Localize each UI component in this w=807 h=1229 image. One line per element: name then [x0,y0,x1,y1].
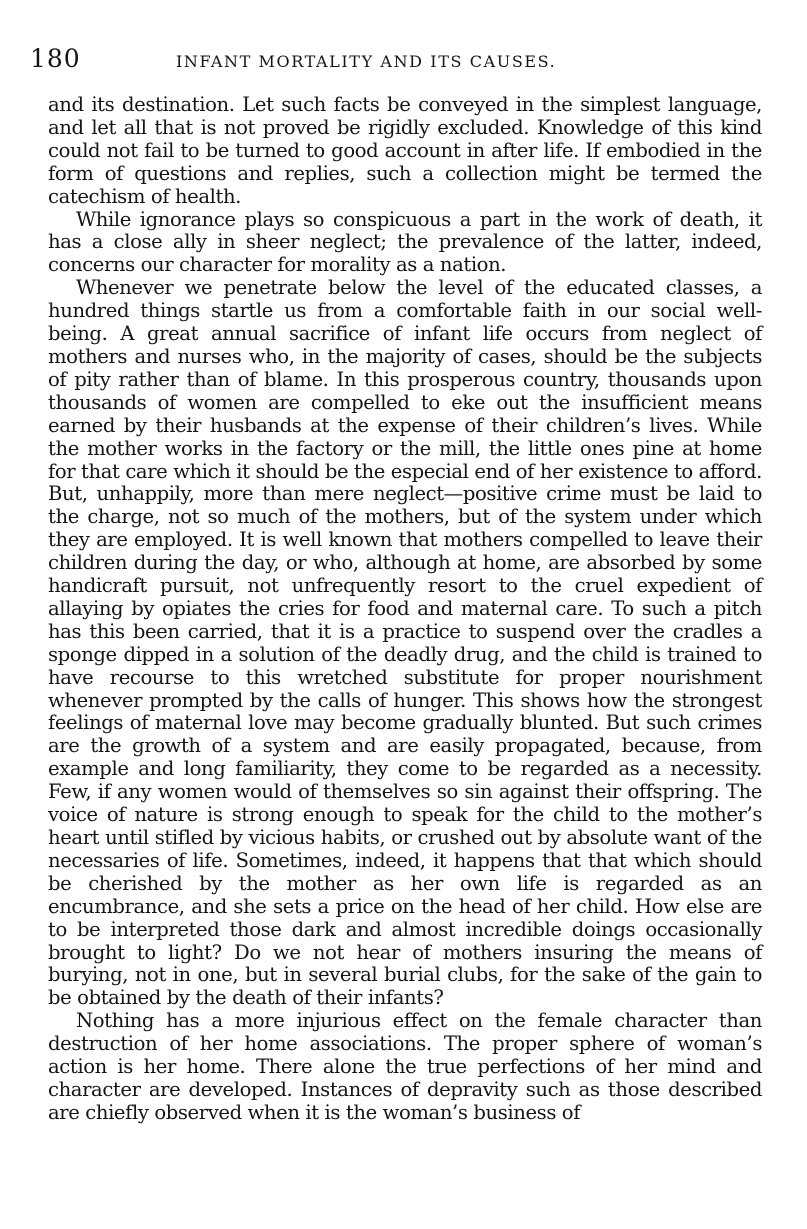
paragraph-home: Nothing has a more injurious effect on the female character than destruction of her home associations. The proper sphere of woman’s action is her home. There alone the true perfections of her mind and character are developed. Instances of depravity such as those described are chiefly observed when it is the woman’s business of [48,1009,762,1124]
paragraph-continued: and its destination. Let such facts be conveyed in the simplest language, and let all that is not proved be rigidly excluded. Knowledge of this kind could not fail to be turned to good account in after life. If embodied in the form of questions and replies, such a collection might be termed the catechism of health. [48,93,762,208]
paragraph-ignorance: While ignorance plays so conspicuous a part in the work of death, it has a close ally in sheer neglect; the prevalence of the latter, indeed, concerns our character for morality as a nation. [48,207,762,277]
paragraph-neglect: Whenever we penetrate below the level of the educated classes, a hundred things startle us from a comfortable faith in our social well-being. A great annual sacrifice of infant life occurs from neglect of mothers and nurses who, in the majority of cases, should be the subjects of pity rather than of blame. In this prosperous country, thousands upon thousands of women are compelled to eke out the insufficient means earned by their husbands at the expense of their children’s lives. While the mother works in the factory or the mill, the little ones pine at home for that care which it should be the especial end of her existence to afford. But, unhappily, more than mere neglect—positive crime must be laid to the charge, not so much of the mothers, but of the system under which they are employed. It is well known that mothers compelled to leave their children during the day, or who, although at home, are absorbed by some handicraft pursuit, not unfrequently resort to the cruel expedient of allaying by opiates the cries for food and maternal care. To such a pitch has this been carried, that it is a practice to suspend over the cradles a sponge dipped in a solution of the deadly drug, and the child is trained to have recourse to this wretched substitute for proper nourishment whenever prompted by the calls of hunger. This shows how the strongest feelings of maternal love may become gradually blunted. But such crimes are the growth of a system and are easily propagated, because, from example and long familiarity, they come to be regarded as a necessity. Few, if any women would of themselves so sin against their offspring. The voice of nature is strong enough to speak for the child to the mother’s heart until stifled by vicious habits, or crushed out by absolute want of the necessaries of life. Sometimes, indeed, it happens that that which should be cherished by the mother as her own life is regarded as an encumbrance, and she sets a price on the head of her child. How else are to be interpreted those dark and almost incredible doings occasionally brought to light? Do we not hear of mothers insuring the means of burying, not in one, but in several burial clubs, for the sake of the gain to be obtained by the death of their infants? [48,276,762,1010]
page-header [30,44,770,78]
running-title: INFANT MORTALITY AND ITS CAUSES. [176,52,557,71]
body-text [48,94,762,1125]
page-number: 180 [30,44,81,73]
